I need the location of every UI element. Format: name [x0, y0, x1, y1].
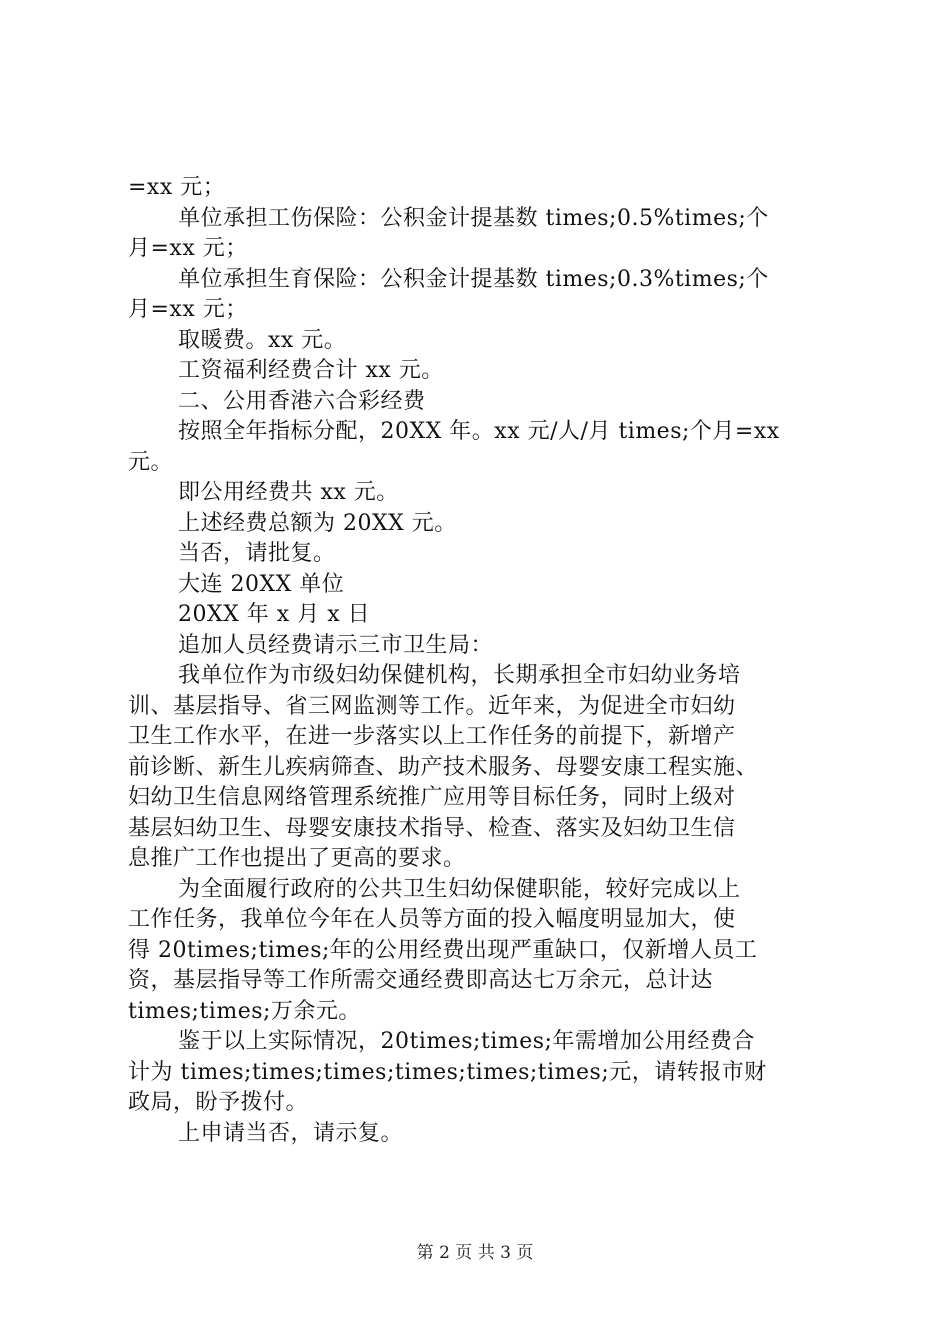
text-line: 我单位作为市级妇幼保健机构，长期承担全市妇幼业务培	[178, 663, 741, 688]
text-line: 得 20times;times;年的公用经费出现严重缺口，仅新增人员工	[128, 937, 758, 963]
text-line: 当否，请批复。	[178, 541, 336, 566]
text-line: 训、基层指导、省三网监测等工作。近年来，为促进全市妇幼	[128, 693, 736, 719]
text-line: 取暖费。xx 元。	[178, 327, 347, 353]
text-line: 月=xx 元；	[128, 297, 248, 322]
page-number-footer: 第 2 页 共 3 页	[416, 1243, 534, 1263]
text-line: 妇幼卫生信息网络管理系统推广应用等目标任务，同时上级对	[128, 785, 736, 810]
text-line: 资，基层指导等工作所需交通经费即高达七万余元，总计达	[128, 968, 714, 993]
signature-unit: 大连 20XX 单位	[178, 571, 345, 597]
text-line: times;times;万余元。	[128, 998, 361, 1024]
text-line: 鉴于以上实际情况，20times;times;年需增加公用经费合	[178, 1029, 755, 1054]
text-line: 工作任务，我单位今年在人员等方面的投入幅度明显加大，使	[128, 907, 736, 932]
text-line: 卫生工作水平，在进一步落实以上工作任务的前提下，新增产	[128, 724, 736, 749]
letter-salutation: 追加人员经费请示三市卫生局：	[178, 632, 494, 658]
text-line: 上申请当否，请示复。	[178, 1120, 404, 1146]
text-line: 息推广工作也提出了更高的要求。	[128, 846, 466, 871]
text-line: 月=xx 元；	[128, 236, 248, 261]
text-line: 前诊断、新生儿疾病筛查、助产技术服务、母婴安康工程实施、	[128, 754, 759, 780]
text-line: 计为 times;times;times;times;times;times;元，请转报市财	[128, 1059, 767, 1085]
section-heading: 二、公用香港六合彩经费	[178, 388, 426, 414]
text-line: =xx 元；	[128, 175, 226, 200]
text-line: 工资福利经费合计 xx 元。	[178, 358, 444, 383]
text-line: 政局，盼予拨付。	[128, 1090, 309, 1115]
signature-date: 20XX 年 x 月 x 日	[178, 602, 371, 627]
text-line: 即公用经费共 xx 元。	[178, 480, 399, 505]
text-line: 为全面履行政府的公共卫生妇幼保健职能，较好完成以上	[178, 876, 741, 902]
text-line: 按照全年指标分配，20XX 年。xx 元/人/月 times;个月=xx	[178, 419, 780, 444]
text-line: 上述经费总额为 20XX 元。	[178, 510, 457, 536]
document-body	[128, 173, 838, 1149]
text-line: 基层妇幼卫生、母婴安康技术指导、检查、落实及妇幼卫生信	[128, 815, 736, 841]
text-line: 元。	[128, 449, 174, 475]
text-line: 单位承担工伤保险：公积金计提基数 times;0.5%times;个	[178, 205, 769, 231]
text-line: 单位承担生育保险：公积金计提基数 times;0.3%times;个	[178, 266, 769, 292]
